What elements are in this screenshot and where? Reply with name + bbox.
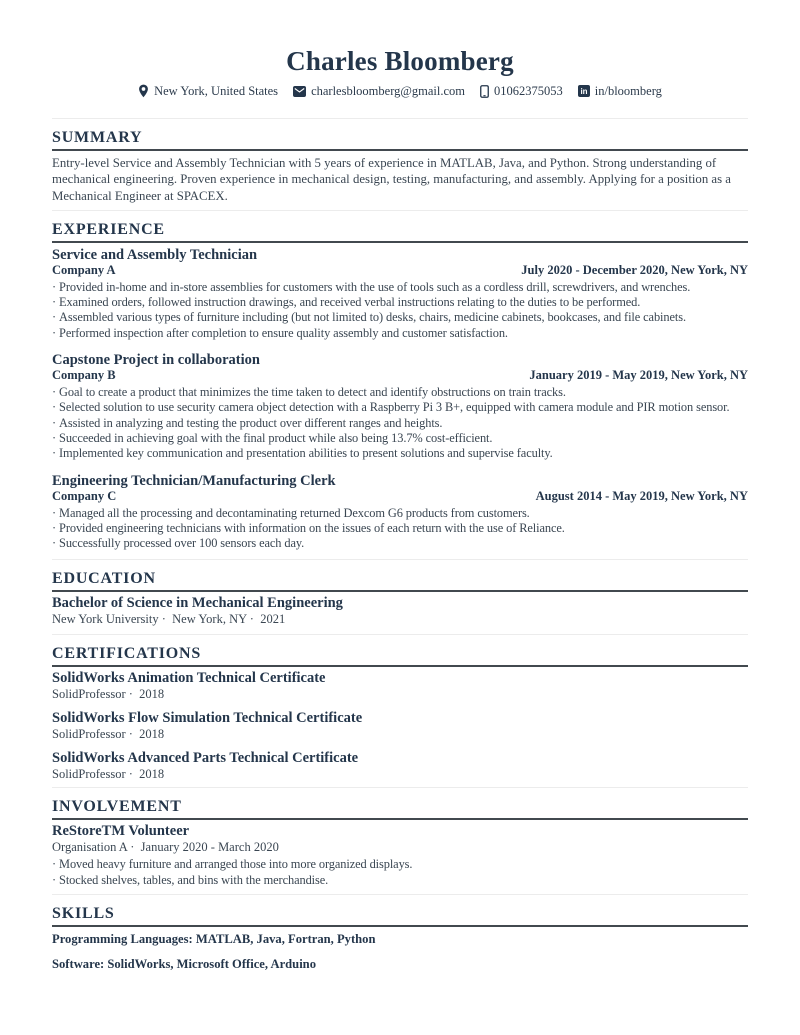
job-dates: July 2020 - December 2020, New York, NY bbox=[521, 262, 748, 277]
bullet-item: · Managed all the processing and decontaminating returned Dexcom G6 products from customers. bbox=[52, 506, 748, 521]
experience-entry bbox=[52, 248, 748, 341]
certification-title: SolidWorks Animation Technical Certificate bbox=[52, 670, 326, 687]
job-title: Service and Assembly Technician bbox=[52, 246, 258, 263]
involvement-bullets bbox=[52, 857, 748, 888]
bullet-item: · Moved heavy furniture and arranged those into more organized displays. bbox=[52, 857, 748, 872]
section-education bbox=[52, 571, 748, 626]
contact-email bbox=[293, 84, 465, 98]
contact-phone bbox=[480, 84, 563, 98]
email-icon bbox=[293, 86, 306, 97]
contact-location bbox=[138, 84, 278, 98]
location-icon bbox=[138, 84, 149, 98]
bullet-item: · Goal to create a product that minimizes the time taken to detect and identify obstructions on train tracks. bbox=[52, 385, 748, 400]
involvement-details: Organisation A · January 2020 - March 2020 bbox=[52, 840, 279, 855]
experience-entry bbox=[52, 474, 748, 552]
certification-title: SolidWorks Flow Simulation Technical Certificate bbox=[52, 710, 363, 727]
certification-entry bbox=[52, 751, 748, 781]
job-bullets bbox=[52, 506, 748, 552]
certifications-heading: CERTIFICATIONS bbox=[52, 646, 748, 667]
certification-details: SolidProfessor · 2018 bbox=[52, 727, 165, 742]
section-summary bbox=[52, 130, 748, 204]
contact-location-text: New York, United States bbox=[154, 84, 279, 98]
section-experience bbox=[52, 222, 748, 552]
certification-details: SolidProfessor · 2018 bbox=[52, 767, 165, 782]
phone-icon bbox=[480, 85, 489, 98]
certification-details: SolidProfessor · 2018 bbox=[52, 687, 165, 702]
page-title: Charles Bloomberg bbox=[286, 46, 514, 76]
bullet-item: · Provided in-home and in-store assemblies for customers with the use of tools such as a cordless drill, screwdrivers, and wrenches. bbox=[52, 280, 748, 295]
job-bullets bbox=[52, 385, 748, 461]
contact-linkedin-text: in/bloomberg bbox=[594, 84, 662, 98]
certification-entry bbox=[52, 671, 748, 701]
skills-programming-languages: Programming Languages: MATLAB, Java, Fortran, Python bbox=[52, 932, 376, 947]
bullet-item: · Selected solution to use security camera object detection with a Raspberry Pi 3 B+, equipped with camera module and PIR motion sensor. bbox=[52, 400, 748, 415]
linkedin-icon bbox=[578, 85, 590, 97]
bullet-item: · Stocked shelves, tables, and bins with the merchandise. bbox=[52, 873, 748, 888]
section-divider bbox=[52, 894, 748, 895]
contact-row bbox=[52, 84, 748, 98]
degree-details: New York University · New York, NY · 2021 bbox=[52, 612, 286, 627]
section-involvement bbox=[52, 799, 748, 888]
contact-email-text: charlesbloomberg@gmail.com bbox=[311, 84, 466, 98]
job-company: Company C bbox=[52, 488, 117, 503]
involvement-heading: INVOLVEMENT bbox=[52, 799, 748, 820]
certification-entry bbox=[52, 711, 748, 741]
section-divider bbox=[52, 210, 748, 211]
section-divider bbox=[52, 559, 748, 560]
section-certifications bbox=[52, 646, 748, 781]
job-company: Company B bbox=[52, 368, 116, 383]
job-bullets bbox=[52, 280, 748, 341]
involvement-role: ReStoreTM Volunteer bbox=[52, 823, 190, 840]
bullet-item: · Assembled various types of furniture including (but not limited to) desks, chairs, medicine cabinets, bookcases, and file cabinets. bbox=[52, 310, 748, 325]
job-dates: August 2014 - May 2019, New York, NY bbox=[535, 488, 748, 503]
summary-text: Entry-level Service and Assembly Technician with 5 years of experience in MATLAB, Java, and Python. Strong understanding of mechanical engineering. Proven experience in mechanical design, testing, manufacturing, and assembly. Applying for a position as a Mechanical Engineer at SPACEX. bbox=[52, 156, 731, 203]
contact-phone-text: 01062375053 bbox=[494, 84, 563, 98]
summary-heading: SUMMARY bbox=[52, 130, 748, 151]
bullet-item: · Assisted in analyzing and testing the product over different ranges and heights. bbox=[52, 416, 748, 431]
experience-entry bbox=[52, 353, 748, 461]
certification-title: SolidWorks Advanced Parts Technical Certificate bbox=[52, 750, 359, 767]
contact-linkedin bbox=[578, 84, 662, 98]
involvement-entry bbox=[52, 824, 748, 888]
job-title: Capstone Project in collaboration bbox=[52, 352, 260, 369]
bullet-item: · Implemented key communication and presentation abilities to present solutions and supervise faculty. bbox=[52, 446, 748, 461]
svg-text:in: in bbox=[580, 87, 588, 97]
job-company: Company A bbox=[52, 262, 116, 277]
education-entry bbox=[52, 596, 748, 626]
job-meta bbox=[52, 490, 748, 503]
section-divider bbox=[52, 787, 748, 788]
bullet-item: · Successfully processed over 100 sensors each day. bbox=[52, 536, 748, 551]
section-skills bbox=[52, 906, 748, 971]
skills-heading: SKILLS bbox=[52, 906, 748, 927]
bullet-item: · Examined orders, followed instruction drawings, and received verbal instructions relating to the duties to be performed. bbox=[52, 295, 748, 310]
experience-heading: EXPERIENCE bbox=[52, 222, 748, 243]
bullet-item: · Provided engineering technicians with information on the issues of each return with the use of Reliance. bbox=[52, 521, 748, 536]
job-title: Engineering Technician/Manufacturing Clerk bbox=[52, 472, 336, 489]
bullet-item: · Performed inspection after completion to ensure quality assembly and customer satisfaction. bbox=[52, 326, 748, 341]
section-divider bbox=[52, 634, 748, 635]
section-divider bbox=[52, 118, 748, 119]
bullet-item: · Succeeded in achieving goal with the final product while also being 13.7% cost-efficient. bbox=[52, 431, 748, 446]
skills-software: Software: SolidWorks, Microsoft Office, Arduino bbox=[52, 957, 316, 972]
job-dates: January 2019 - May 2019, New York, NY bbox=[529, 368, 748, 383]
resume-header bbox=[52, 0, 748, 98]
job-meta bbox=[52, 264, 748, 277]
degree-title: Bachelor of Science in Mechanical Engineering bbox=[52, 595, 343, 612]
job-meta bbox=[52, 369, 748, 382]
education-heading: EDUCATION bbox=[52, 571, 748, 592]
